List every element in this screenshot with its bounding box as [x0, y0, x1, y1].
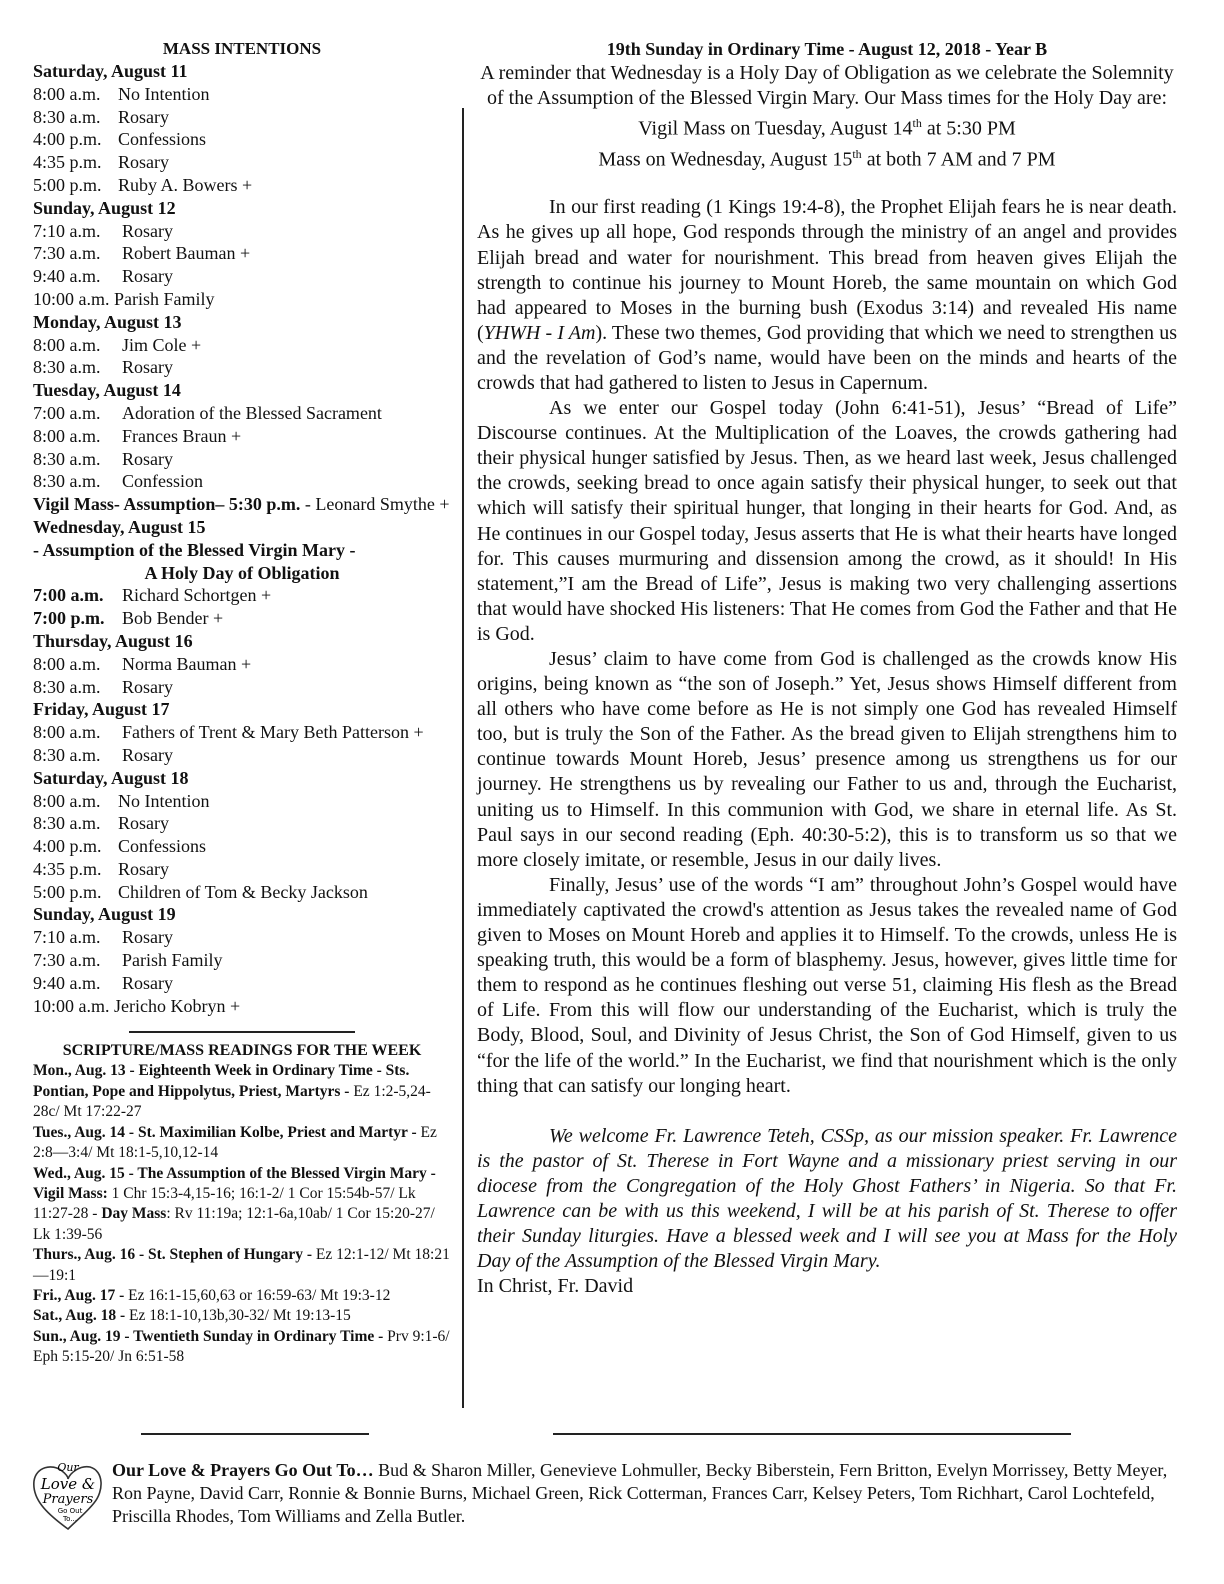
intention-row: 4:00 p.m. Confessions [33, 129, 207, 150]
day-heading: Monday, August 13 [33, 311, 182, 332]
day-heading: Friday, August 17 [33, 699, 170, 720]
intention-row: 8:00 a.m. Norma Bauman + [33, 653, 252, 674]
intention-row: 7:10 a.m. Rosary [33, 927, 173, 948]
holy-day-reminder: A reminder that Wednesday is a Holy Day of Obligation as we celebrate the Solemnity of the Assumption of the Blessed Virgin Mary. Our Mass times for the Holy Day are: [480, 62, 1174, 109]
day-heading: Wednesday, August 15 [33, 516, 206, 537]
column-divider [462, 108, 464, 1408]
pastor-letter [477, 38, 1177, 1299]
day-heading: Sunday, August 12 [33, 197, 176, 218]
intention-row: 8:00 a.m. No Intention [33, 790, 210, 811]
svg-text:Love &: Love & [40, 1475, 96, 1493]
intention-row: 7:00 a.m. Adoration of the Blessed Sacrament [33, 402, 382, 423]
reading-entry: Mon., Aug. 13 - Eighteenth Week in Ordinary Time - Sts. Pontian, Pope and Hippolytus, Priest, Martyrs - Ez 1:2-5,24-28c/ Mt 17:22-27 [33, 1062, 431, 1121]
vigil-mass-time: Vigil Mass on Tuesday, August 14th at 5:30 PM [638, 116, 1016, 140]
prayer-list [112, 1459, 1172, 1527]
intention-row: 4:35 p.m. Rosary [33, 152, 169, 173]
intention-row: 8:00 a.m. Fathers of Trent & Mary Beth Patterson + [33, 722, 424, 743]
prayer-list-names: Bud & Sharon Miller, Genevieve Lohmuller, Becky Biberstein, Fern Britton, Evelyn Morrissey, Betty Meyer, Ron Payne, David Carr, Ronnie & Bonnie Burns, Michael Green, Rick Cotterman, Frances Carr, Kelsey Peters, Tom Richhart, Carol Lochtefeld, Priscilla Rhodes, Tom Williams and Zella Butler. [112, 1460, 1168, 1526]
day-heading: Sunday, August 19 [33, 904, 176, 925]
reading-entry: Sun., Aug. 19 - Twentieth Sunday in Ordinary Time - Prv 9:1-6/ Eph 5:15-20/ Jn 6:51-58 [33, 1327, 450, 1366]
intention-row: 7:00 a.m. Richard Schortgen + [33, 585, 272, 606]
reading-entry: Sat., Aug. 18 - Ez 18:1-10,13b,30-32/ Mt 19:13-15 [33, 1307, 351, 1325]
day-heading: Tuesday, August 14 [33, 380, 181, 401]
intention-row: 8:30 a.m. Rosary [33, 676, 173, 697]
intention-row: 8:00 a.m. No Intention [33, 83, 210, 104]
readings-heading: SCRIPTURE/MASS READINGS FOR THE WEEK [62, 1042, 422, 1060]
day-heading: Thursday, August 16 [33, 630, 193, 651]
intention-row: 8:30 a.m. Rosary [33, 357, 173, 378]
intention-row: 8:30 a.m. Rosary [33, 813, 169, 834]
intention-row: 10:00 a.m. Jericho Kobryn + [33, 995, 241, 1016]
section-divider [129, 1031, 355, 1033]
svg-text:To...: To... [63, 1515, 77, 1523]
mission-speaker-paragraph: We welcome Fr. Lawrence Teteh, CSSp, as our mission speaker. Fr. Lawrence is the pastor of St. Therese in Fort Wayne and a missionary priest serving in our diocese from the Congregation of the Holy Ghost Fathers’ in Nigeria. So that Fr. Lawrence can be with us this weekend, I will be at his parish of St. Therese to offer their Sunday liturgies. Have a blessed week and I will see you at Mass for the Holy Day of the Assumption of the Blessed Virgin Mary. [477, 1124, 1177, 1273]
intention-row: 8:00 a.m. Jim Cole + [33, 334, 202, 355]
footer-divider-right [553, 1433, 1071, 1435]
intention-row: 7:30 a.m. Robert Bauman + [33, 243, 251, 264]
paragraph: In our first reading (1 Kings 19:4-8), the Prophet Elijah fears he is near death. As he gives up all hope, God responds through the ministry of an angel and provides Elijah bread and water for nourishment. This bread from heaven gives Elijah the strength to continue his journey to Mount Horeb, the same mountain on which God had appeared to Moses in the burning bush (Exodus 3:14) and revealed His name (YHWH - I Am). These two themes, God providing that which we need to strengthen us and the revelation of God’s name, would have been on the minds and hearts of the crowds that had gathered to listen to Jesus in Capernum. [477, 196, 1177, 394]
day-mass-time: Mass on Wednesday, August 15th at both 7 AM and 7 PM [598, 146, 1056, 171]
intention-row: 7:00 p.m. Bob Bender + [33, 608, 224, 629]
reading-entry: Thurs., Aug. 16 - St. Stephen of Hungary - Ez 12:1-12/ Mt 18:21—19:1 [33, 1246, 450, 1284]
assumption-subheading: - Assumption of the Blessed Virgin Mary - [33, 539, 356, 560]
svg-text:Go Out: Go Out [57, 1507, 83, 1515]
paragraph: Jesus’ claim to have come from God is challenged as the crowds know His origins, being known as “the son of Joseph.” Yet, Jesus shows Himself different from all others who have come before as He is not simply one God has revealed Himself too, but is truly the Son of the Father. As the bread given to Elijah strengthens him to continue towards Mount Horeb, Jesus’ presence among us strengthens us for our journey. He strengthens us by revealing our Father to us and, through the Eucharist, uniting us to Himself. In this communion with God, we share in eternal life. As St. Paul says in our second reading (Eph. 40:30-5:2), this is to transform us so that we more closely imitate, or resemble, Jesus in our daily lives. [477, 648, 1177, 871]
intention-row: 7:30 a.m. Parish Family [33, 950, 223, 971]
reading-entry: Tues., Aug. 14 - St. Maximilian Kolbe, Priest and Martyr - Ez 2:8—3:4/ Mt 18:1-5,10,12-14 [33, 1123, 437, 1162]
day-heading: Saturday, August 18 [33, 767, 189, 788]
footer-divider-left [141, 1433, 369, 1435]
day-heading: Saturday, August 11 [33, 61, 188, 81]
intention-row: 5:00 p.m. Ruby A. Bowers + [33, 174, 253, 195]
prayer-list-label: Our Love & Prayers Go Out To… [112, 1460, 374, 1480]
holy-day-subheading: A Holy Day of Obligation [144, 562, 340, 583]
letter-body [477, 195, 1177, 1299]
reading-entry: Fri., Aug. 17 - Ez 16:1-15,60,63 or 16:59-63/ Mt 19:3-12 [33, 1286, 391, 1304]
love-and-prayers-heart-icon [28, 1455, 108, 1535]
svg-text:Our: Our [57, 1461, 79, 1474]
paragraph: Finally, Jesus’ use of the words “I am” throughout John’s Gospel would have immediately captivated the crowd's attention as Jesus takes the revealed name of God given to Moses on Mount Horeb and applies it to Himself. To the crowds, unless He is speaking truth, this would be a form of blasphemy. Jesus, however, gives little time for them to respond as he continues fleshing out verse 51, claiming His flesh as the Bread of Life. From this will flow our understanding of the Eucharist, which is truly the Body, Blood, Soul, and Divinity of Jesus Christ, the Son of God Himself, given to us “for the life of the world.” In the Eucharist, we find that nourishment which is the only thing that can satisfy our longing heart. [477, 873, 1177, 1097]
intention-row: 10:00 a.m. Parish Family [33, 288, 215, 309]
svg-text:Prayers: Prayers [42, 1492, 94, 1507]
intention-row: 9:40 a.m. Rosary [33, 972, 173, 993]
vigil-mass-row: Vigil Mass- Assumption– 5:30 p.m. - Leonard Smythe + [33, 494, 450, 515]
mass-intentions-heading: MASS INTENTIONS [162, 39, 322, 58]
intention-row: 7:10 a.m. Rosary [33, 220, 173, 241]
signature: In Christ, Fr. David [477, 1275, 634, 1298]
reading-entry: Wed., Aug. 15 - The Assumption of the Blessed Virgin Mary - Vigil Mass: 1 Chr 15:3-4,15-16; 16:1-2/ 1 Cor 15:54b-57/ Lk 11:27-28 - Day Mass: Rv 11:19a; 12:1-6a,10ab/ 1 Cor 15:20-27/ Lk 1:39-56 [33, 1164, 436, 1243]
intention-row: 4:35 p.m. Rosary [33, 858, 169, 879]
intention-row: 8:30 a.m. Rosary [33, 744, 173, 765]
intention-row: 4:00 p.m. Confessions [33, 836, 207, 857]
intention-row: 8:30 a.m. Rosary [33, 106, 169, 127]
intention-row: 8:30 a.m. Confession [33, 471, 203, 492]
intention-row: 8:00 a.m. Frances Braun + [33, 425, 242, 446]
letter-title: 19th Sunday in Ordinary Time - August 12, 2018 - Year B [606, 39, 1048, 59]
intention-row: 8:30 a.m. Rosary [33, 448, 173, 469]
paragraph: As we enter our Gospel today (John 6:41-51), Jesus’ “Bread of Life” Discourse continues. At the Multiplication of the Loaves, the crowds gathering had their physical hunger satisfied by Jesus. Then, as we heard last week, Jesus challenged the crowds, seeking bread to once again satisfy their physical hunger, to seek out that which will satisfy their spiritual hunger, that longing in their hearts for God. And, as He continues in our Gospel today, Jesus asserts that He is what their hearts have longed for. This causes murmuring and dissension among the crowd, as it should! In His statement,”I am the Bread of Life”, Jesus is making two very challenging assertions that would have shocked His listeners: That He comes from God the Father and that He is God. [477, 397, 1178, 645]
intention-row: 9:40 a.m. Rosary [33, 266, 173, 287]
mass-intentions-column [33, 38, 451, 1368]
intention-row: 5:00 p.m. Children of Tom & Becky Jackson [33, 881, 368, 902]
